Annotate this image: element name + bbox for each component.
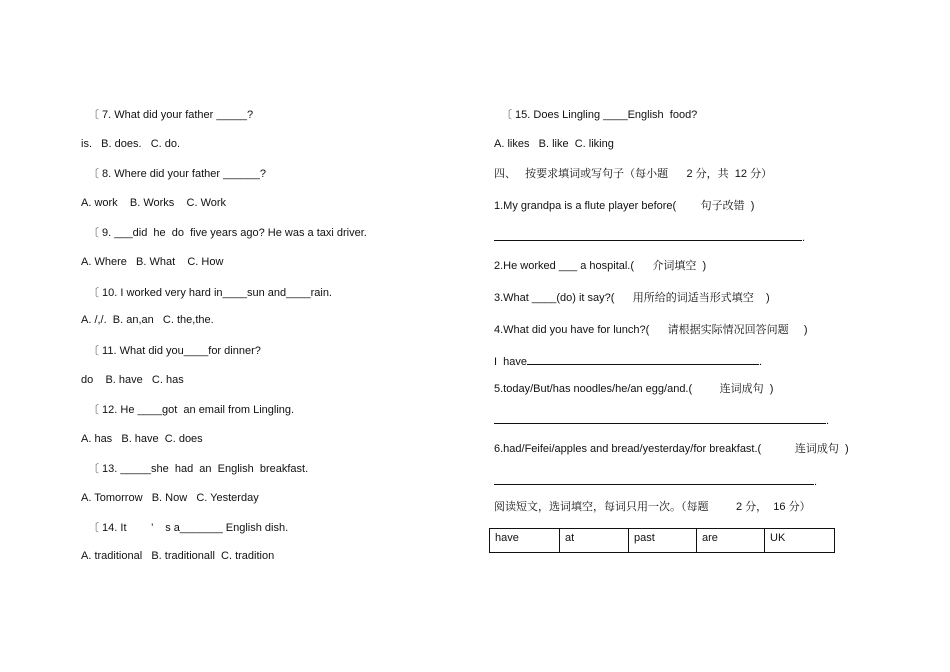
answer-bracket: 〔 bbox=[501, 109, 512, 121]
answer-bracket: 〔 bbox=[88, 168, 99, 180]
sentence-task-6: 6.had/Feifei/apples and bread/yesterday/for breakfast.( 连词成句 ) bbox=[494, 443, 849, 455]
word-box-cell: are bbox=[697, 529, 765, 553]
sentence-task-3: 3.What ____(do) it say?( 用所给的词适当形式填空 ) bbox=[494, 292, 770, 304]
word-box-cell: at bbox=[560, 529, 629, 553]
question-7-options: is. B. does. C. do. bbox=[81, 138, 181, 150]
question-15: 〔 15. Does Lingling ____English food? bbox=[501, 109, 698, 121]
question-10-options: A. /,/. B. an,an C. the,the. bbox=[81, 314, 214, 326]
question-14: 〔 14. It ’ s a_______ English dish. bbox=[88, 522, 289, 534]
sentence-task-2: 2.He worked ___ a hospital.( 介词填空 ) bbox=[494, 260, 707, 272]
answer-line-6[interactable]: . bbox=[494, 473, 817, 489]
word-box-row bbox=[490, 529, 835, 553]
answer-bracket: 〔 bbox=[88, 522, 99, 534]
answer-line-4[interactable]: I have . bbox=[494, 353, 762, 369]
answer-bracket: 〔 bbox=[88, 404, 99, 416]
answer-bracket: 〔 bbox=[88, 287, 99, 299]
question-11-options: do B. have C. has bbox=[81, 374, 184, 386]
question-8-options: A. work B. Works C. Work bbox=[81, 197, 227, 209]
section-4-title: 四、 按要求填词或写句子（每小题 2 分，共 12 分） bbox=[494, 168, 773, 180]
word-box-cell: UK bbox=[765, 529, 835, 553]
answer-bracket: 〔 bbox=[88, 227, 99, 239]
sentence-task-5: 5.today/But/has noodles/he/an egg/and.( 连词成句 ) bbox=[494, 383, 774, 395]
word-box-table bbox=[489, 528, 835, 553]
answer-bracket: 〔 bbox=[88, 109, 99, 121]
sentence-task-1: 1.My grandpa is a flute player before( 句子改错 ) bbox=[494, 200, 755, 212]
question-9: 〔 9. ___did he do five years ago? He was a taxi driver. bbox=[88, 227, 367, 239]
question-8: 〔 8. Where did your father ______? bbox=[88, 168, 266, 180]
question-7: 〔 7. What did your father _____? bbox=[88, 109, 254, 121]
sentence-task-4: 4.What did you have for lunch?( 请根据实际情况回答问题 ) bbox=[494, 324, 808, 336]
question-10: 〔 10. I worked very hard in____sun and____rain. bbox=[88, 287, 332, 299]
reading-section-title: 阅读短文，选词填空，每词只用一次。（每题 2 分， 16 分） bbox=[494, 501, 811, 513]
question-13: 〔 13. _____she had an English breakfast. bbox=[88, 463, 309, 475]
answer-bracket: 〔 bbox=[88, 345, 99, 357]
word-box-cell: past bbox=[629, 529, 697, 553]
question-11: 〔 11. What did you____for dinner? bbox=[88, 345, 261, 357]
question-15-options: A. likes B. like C. liking bbox=[494, 138, 614, 150]
answer-line-1[interactable]: . bbox=[494, 229, 805, 245]
answer-bracket: 〔 bbox=[88, 463, 99, 475]
word-box-cell: have bbox=[490, 529, 560, 553]
question-13-options: A. Tomorrow B. Now C. Yesterday bbox=[81, 492, 259, 504]
question-12-options: A. has B. have C. does bbox=[81, 433, 203, 445]
question-12: 〔 12. He ____got an email from Lingling. bbox=[88, 404, 295, 416]
question-9-options: A. Where B. What C. How bbox=[81, 256, 224, 268]
question-14-options: A. traditional B. traditionall C. tradition bbox=[81, 550, 275, 562]
answer-line-5[interactable]: . bbox=[494, 412, 829, 428]
